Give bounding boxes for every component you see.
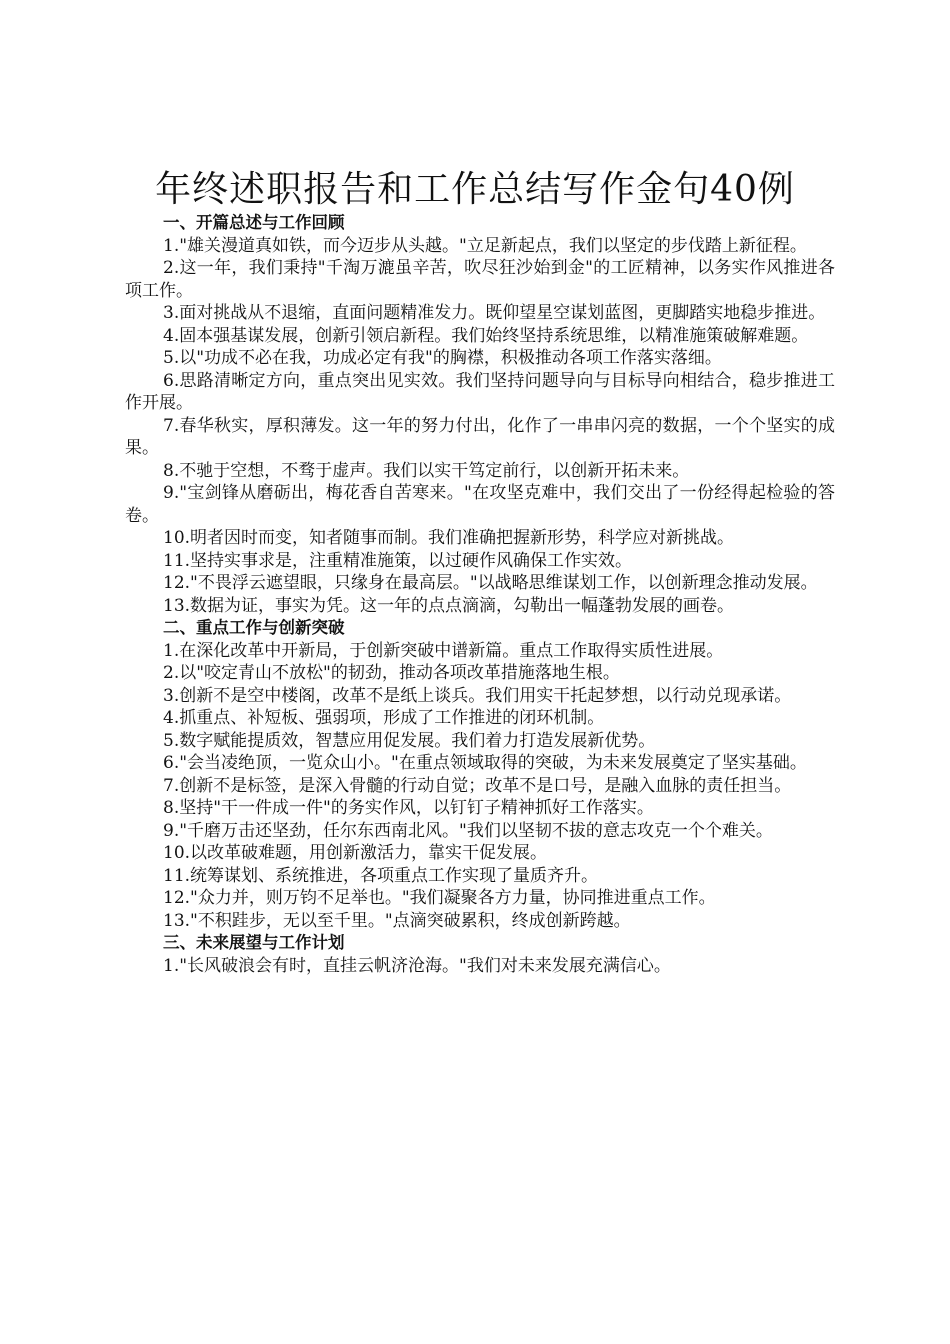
list-item: 12."不畏浮云遮望眼，只缘身在最高层。"以战略思维谋划工作，以创新理念推动发展。	[163, 573, 818, 593]
list-item: 7.创新不是标签，是深入骨髓的行动自觉；改革不是口号，是融入血脉的责任担当。	[163, 775, 792, 796]
list-item: 12."众力并，则万钧不足举也。"我们凝聚各方力量，协同推进重点工作。	[163, 888, 716, 908]
list-item: 8.不驰于空想，不骛于虚声。我们以实干笃定前行，以创新开拓未来。	[163, 460, 690, 481]
section-heading: 一、开篇总述与工作回顾	[163, 213, 345, 232]
list-item: 4.固本强基谋发展，创新引领启新程。我们始终坚持系统思维，以精准施策破解难题。	[163, 325, 809, 346]
section-key-work-innovation	[125, 617, 835, 932]
section-heading: 三、未来展望与工作计划	[163, 933, 345, 952]
list-item: 13.数据为证，事实为凭。这一年的点点滴滴，勾勒出一幅蓬勃发展的画卷。	[163, 595, 735, 616]
list-item: 5.以"功成不必在我，功成必定有我"的胸襟，积极推动各项工作落实落细。	[163, 348, 722, 368]
document-body	[125, 212, 835, 977]
list-item: 1.在深化改革中开新局，于创新突破中谱新篇。重点工作取得实质性进展。	[163, 640, 724, 661]
list-item: 1."雄关漫道真如铁，而今迈步从头越。"立足新起点，我们以坚定的步伐踏上新征程。	[163, 235, 807, 256]
list-item: 1."长风破浪会有时，直挂云帆济沧海。"我们对未来发展充满信心。	[163, 955, 671, 976]
section-opening-review	[125, 212, 835, 617]
list-item: 11.坚持实事求是，注重精准施策，以过硬作风确保工作实效。	[163, 550, 633, 571]
list-item: 5.数字赋能提质效，智慧应用促发展。我们着力打造发展新优势。	[163, 730, 656, 751]
list-item: 13."不积跬步，无以至千里。"点滴突破累积，终成创新跨越。	[163, 910, 631, 931]
list-item: 4.抓重点、补短板、强弱项，形成了工作推进的闭环机制。	[163, 708, 605, 728]
list-item: 9."千磨万击还坚劲，任尔东西南北风。"我们以坚韧不拔的意志攻克一个个难关。	[163, 820, 773, 841]
document-title: 年终述职报告和工作总结写作金句40例	[155, 169, 795, 210]
list-item: 7.春华秋实，厚积薄发。这一年的努力付出，化作了一串串闪亮的数据，一个个坚实的成果。	[125, 415, 835, 458]
list-item: 6.思路清晰定方向，重点突出见实效。我们坚持问题导向与目标导向相结合，稳步推进工作开展。	[125, 370, 835, 413]
list-item: 6."会当凌绝顶，一览众山小。"在重点领域取得的突破，为未来发展奠定了坚实基础。	[163, 753, 807, 773]
list-item: 9."宝剑锋从磨砺出，梅花香自苦寒来。"在攻坚克难中，我们交出了一份经得起检验的答卷。	[125, 483, 835, 526]
list-item: 2.以"咬定青山不放松"的韧劲，推动各项改革措施落地生根。	[163, 663, 620, 683]
section-future-outlook	[125, 932, 835, 977]
list-item: 2.这一年，我们秉持"千淘万漉虽辛苦，吹尽狂沙始到金"的工匠精神，以务实作风推进各项工作。	[125, 258, 835, 301]
list-item: 8.坚持"干一件成一件"的务实作风，以钉钉子精神抓好工作落实。	[163, 798, 654, 818]
list-item: 10.以改革破难题，用创新激活力，靠实干促发展。	[163, 843, 548, 863]
list-item: 3.创新不是空中楼阁，改革不是纸上谈兵。我们用实干托起梦想，以行动兑现承诺。	[163, 685, 792, 706]
list-item: 10.明者因时而变，知者随事而制。我们准确把握新形势，科学应对新挑战。	[163, 528, 735, 548]
list-item: 11.统筹谋划、系统推进，各项重点工作实现了量质齐升。	[163, 865, 599, 886]
list-item: 3.面对挑战从不退缩，直面问题精准发力。既仰望星空谋划蓝图，更脚踏实地稳步推进。	[163, 303, 826, 323]
section-heading: 二、重点工作与创新突破	[163, 618, 345, 637]
